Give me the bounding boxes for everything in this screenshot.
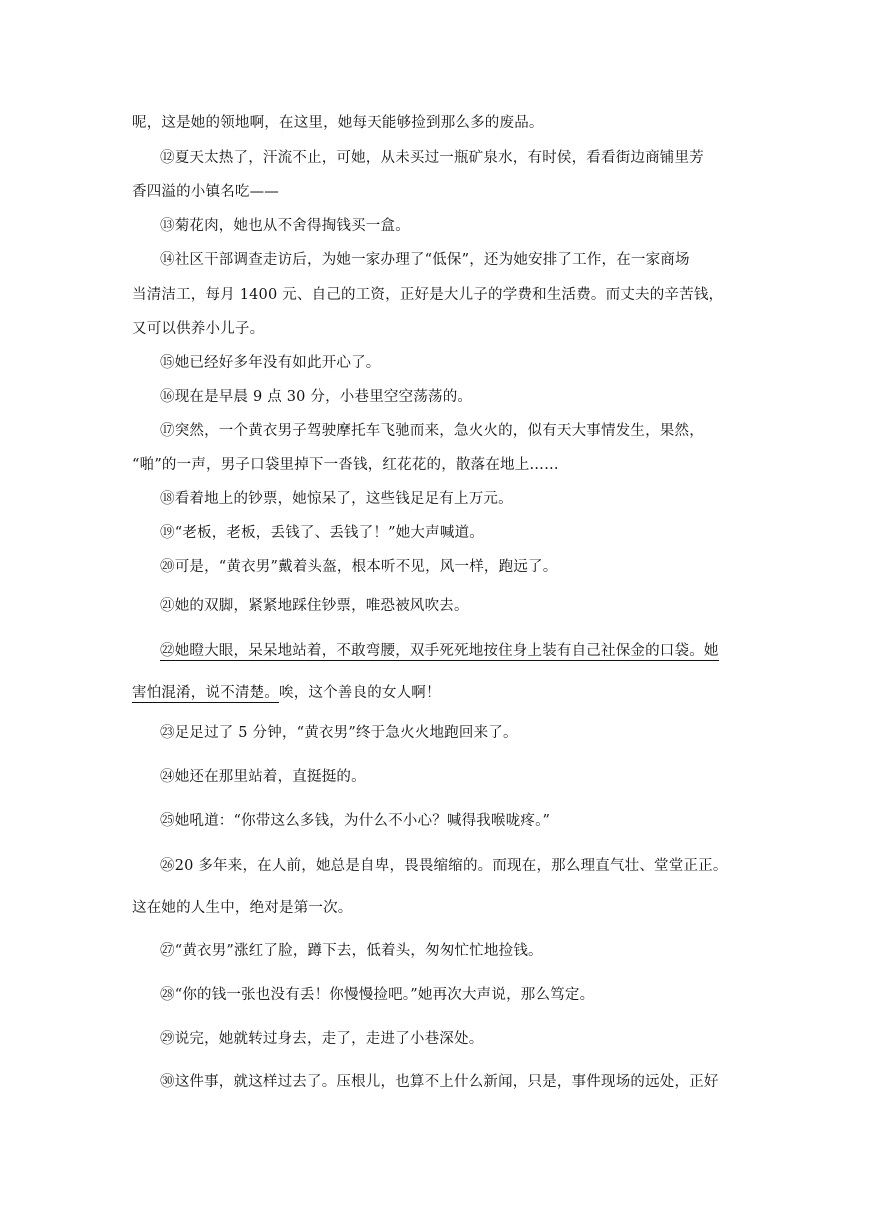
paragraph-12-line-2: 香四溢的小镇名吃—— — [132, 184, 279, 200]
paragraph-17-line-2: “啪”的一声，男子口袋里掉下一沓钱，红花花的，散落在地上…… — [132, 457, 559, 473]
paragraph-line: 呢，这是她的领地啊，在这里，她每天能够捡到那么多的废品。 — [132, 115, 544, 131]
paragraph-28: ㉘“你的钱一张也没有丢！你慢慢捡吧。”她再次大声说，那么笃定。 — [160, 987, 595, 1003]
paragraph-14-line-3: 又可以供养小儿子。 — [132, 321, 265, 337]
paragraph-12-line-1: ⑫夏天太热了，汗流不止，可她，从未买过一瓶矿泉水，有时侯，看看街边商铺里芳 — [160, 150, 704, 166]
paragraph-16: ⑯现在是早晨 9 点 30 分，小巷里空空荡荡的。 — [160, 389, 473, 405]
paragraph-26-line-1: ㉖20 多年来，在人前，她总是自卑，畏畏缩缩的。而现在，那么理直气壮、堂堂正正。 — [160, 858, 728, 874]
paragraph-15: ⑮她已经好多年没有如此开心了。 — [160, 355, 381, 371]
paragraph-18: ⑱看着地上的钞票，她惊呆了，这些钱足足有上万元。 — [160, 491, 513, 507]
paragraph-22-line-2 — [132, 683, 744, 703]
paragraph-26-line-2: 这在她的人生中，绝对是第一次。 — [132, 900, 353, 916]
underlined-sentence: ㉒她瞪大眼，呆呆地站着，不敢弯腰，双手死死地按住身上装有自己社保金的口袋。她 — [160, 643, 719, 659]
paragraph-22-line-1 — [160, 641, 744, 661]
paragraph-19: ⑲“老板，老板，丢钱了、丢钱了！”她大声喊道。 — [160, 525, 484, 541]
paragraph-25: ㉕她吼道：“你带这么多钱，为什么不小心？喊得我喉咙疼。” — [160, 813, 551, 829]
paragraph-29: ㉙说完，她就转过身去，走了，走进了小巷深处。 — [160, 1031, 484, 1047]
paragraph-14-line-2: 当清洁工，每月 1400 元、自己的工资，正好是大儿子的学费和生活费。而丈夫的辛苦钱， — [132, 287, 724, 303]
underlined-sentence-end: 害怕混淆，说不清楚。 — [132, 685, 279, 701]
paragraph-13: ⑬菊花肉，她也从不舍得掏钱买一盒。 — [160, 218, 410, 234]
paragraph-30-line-1: ㉚这件事，就这样过去了。压根儿，也算不上什么新闻，只是，事件现场的远处，正好 — [160, 1074, 719, 1090]
paragraph-27: ㉗“黄衣男”涨红了脸，蹲下去，低着头，匆匆忙忙地捡钱。 — [160, 943, 543, 959]
paragraph-14-line-1: ⑭社区干部调查走访后，为她一家办理了“低保”，还为她安排了工作，在一家商场 — [160, 252, 690, 268]
paragraph-23: ㉓足足过了 5 分钟，“黄衣男”终于急火火地跑回来了。 — [160, 725, 518, 741]
paragraph-17-line-1: ⑰突然，一个黄衣男子驾驶摩托车飞驰而来，急火火的，似有天大事情发生，果然， — [160, 423, 704, 439]
paragraph-22-remark: 唉，这个善良的女人啊！ — [279, 685, 441, 701]
paragraph-20: ⑳可是，“黄衣男”戴着头盔，根本听不见，风一样，跑远了。 — [160, 559, 558, 575]
paragraph-24: ㉔她还在那里站着，直挺挺的。 — [160, 769, 366, 785]
paragraph-21: ㉑她的双脚，紧紧地踩住钞票，唯恐被风吹去。 — [160, 598, 469, 614]
